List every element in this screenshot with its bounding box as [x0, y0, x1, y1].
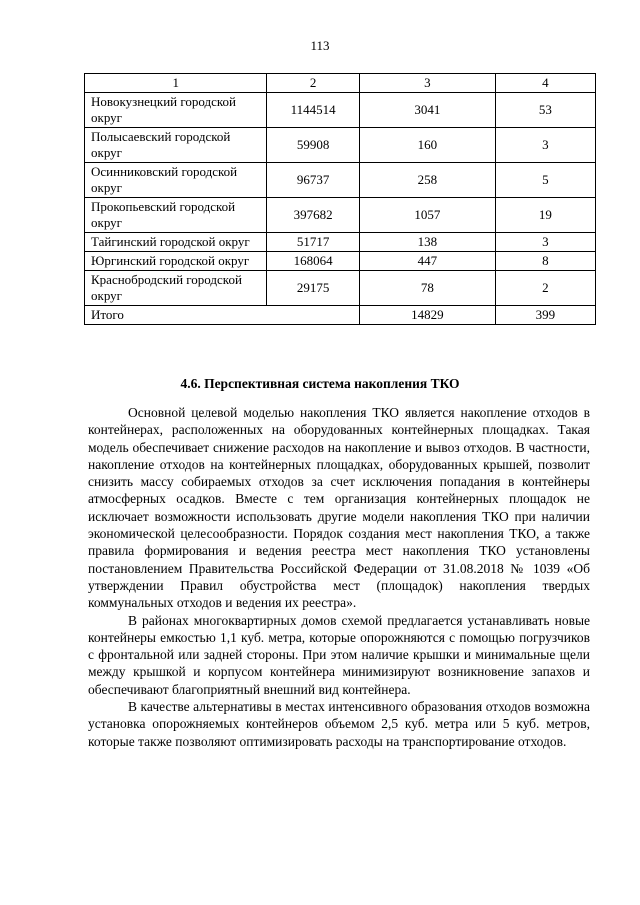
value-cell: 3 [495, 128, 595, 163]
table-row [85, 198, 596, 233]
table-header-row [85, 74, 596, 93]
value-cell: 397682 [267, 198, 359, 233]
table-row [85, 252, 596, 271]
district-name-cell: Тайгинский городской округ [85, 233, 267, 252]
section-title: 4.6. Перспективная система накопления ТКО [180, 376, 460, 391]
table-row [85, 93, 596, 128]
value-cell: 53 [495, 93, 595, 128]
value-cell: 5 [495, 163, 595, 198]
value-cell: 3 [495, 233, 595, 252]
value-cell: 258 [359, 163, 495, 198]
value-cell: 447 [359, 252, 495, 271]
total-value-cell: 399 [495, 306, 595, 325]
paragraph: В качестве альтернативы в местах интенсивного образования отходов возможна установка опорожняемых контейнеров объемом 2,5 куб. метра или 5 куб. метров, которые также позволяют оптимизировать расходы на транспортирование отходов. [88, 699, 590, 749]
header-cell: 2 [267, 74, 359, 93]
value-cell: 2 [495, 271, 595, 306]
paragraph: В районах многоквартирных домов схемой предлагается устанавливать новые контейнеры емкостью 1,1 куб. метра, которые опорожняются с помощью погрузчиков с фронтальной или задней стороны. При этом наличие крышки и минимальные щели между крышкой и корпусом контейнера минимизируют возникновение запахов и обеспечивают благоприятный внешний вид контейнера. [88, 612, 590, 697]
data-table [84, 73, 596, 325]
district-name-cell: Юргинский городской округ [85, 252, 267, 271]
value-cell: 1057 [359, 198, 495, 233]
value-cell: 8 [495, 252, 595, 271]
district-name-cell: Краснобродский городской округ [85, 271, 267, 306]
total-label-cell: Итого [85, 306, 360, 325]
value-cell: 59908 [267, 128, 359, 163]
value-cell: 160 [359, 128, 495, 163]
value-cell: 29175 [267, 271, 359, 306]
value-cell: 1144514 [267, 93, 359, 128]
table-total-row [85, 306, 596, 325]
table-row [85, 163, 596, 198]
district-name-cell: Прокопьевский городской округ [85, 198, 267, 233]
table-row [85, 233, 596, 252]
header-cell: 4 [495, 74, 595, 93]
district-name-cell: Полысаевский городской округ [85, 128, 267, 163]
page-number: 113 [310, 38, 330, 53]
body-text [88, 404, 590, 750]
value-cell: 19 [495, 198, 595, 233]
header-cell: 3 [359, 74, 495, 93]
table-row [85, 128, 596, 163]
header-cell: 1 [85, 74, 267, 93]
value-cell: 96737 [267, 163, 359, 198]
value-cell: 3041 [359, 93, 495, 128]
paragraph: Основной целевой моделью накопления ТКО является накопление отходов в контейнерах, расположенных на оборудованных контейнерных площадках. Такая модель обеспечивает снижение расходов на накопление и вывоз отходов. В частности, накопление отходов на контейнерных площадках, оборудованных крышей, позволит снизить массу собираемых отходов за счет исключения попадания в контейнеры атмосферных осадков. Вместе с тем организация контейнерных площадок не исключает возможности использовать другие модели накопления ТКО при наличии экономической целесообразности. Порядок создания мест накопления ТКО, а также правила формирования и ведения реестра мест накопления ТКО установлены постановлением Правительства Российской Федерации от 31.08.2018 № 1039 «Об утверждении Правил обустройства мест (площадок) накопления твердых коммунальных отходов и ведения их реестра». [88, 405, 590, 611]
value-cell: 51717 [267, 233, 359, 252]
value-cell: 168064 [267, 252, 359, 271]
value-cell: 138 [359, 233, 495, 252]
value-cell: 78 [359, 271, 495, 306]
district-name-cell: Новокузнецкий городской округ [85, 93, 267, 128]
district-name-cell: Осинниковский городской округ [85, 163, 267, 198]
table-row [85, 271, 596, 306]
total-value-cell: 14829 [359, 306, 495, 325]
